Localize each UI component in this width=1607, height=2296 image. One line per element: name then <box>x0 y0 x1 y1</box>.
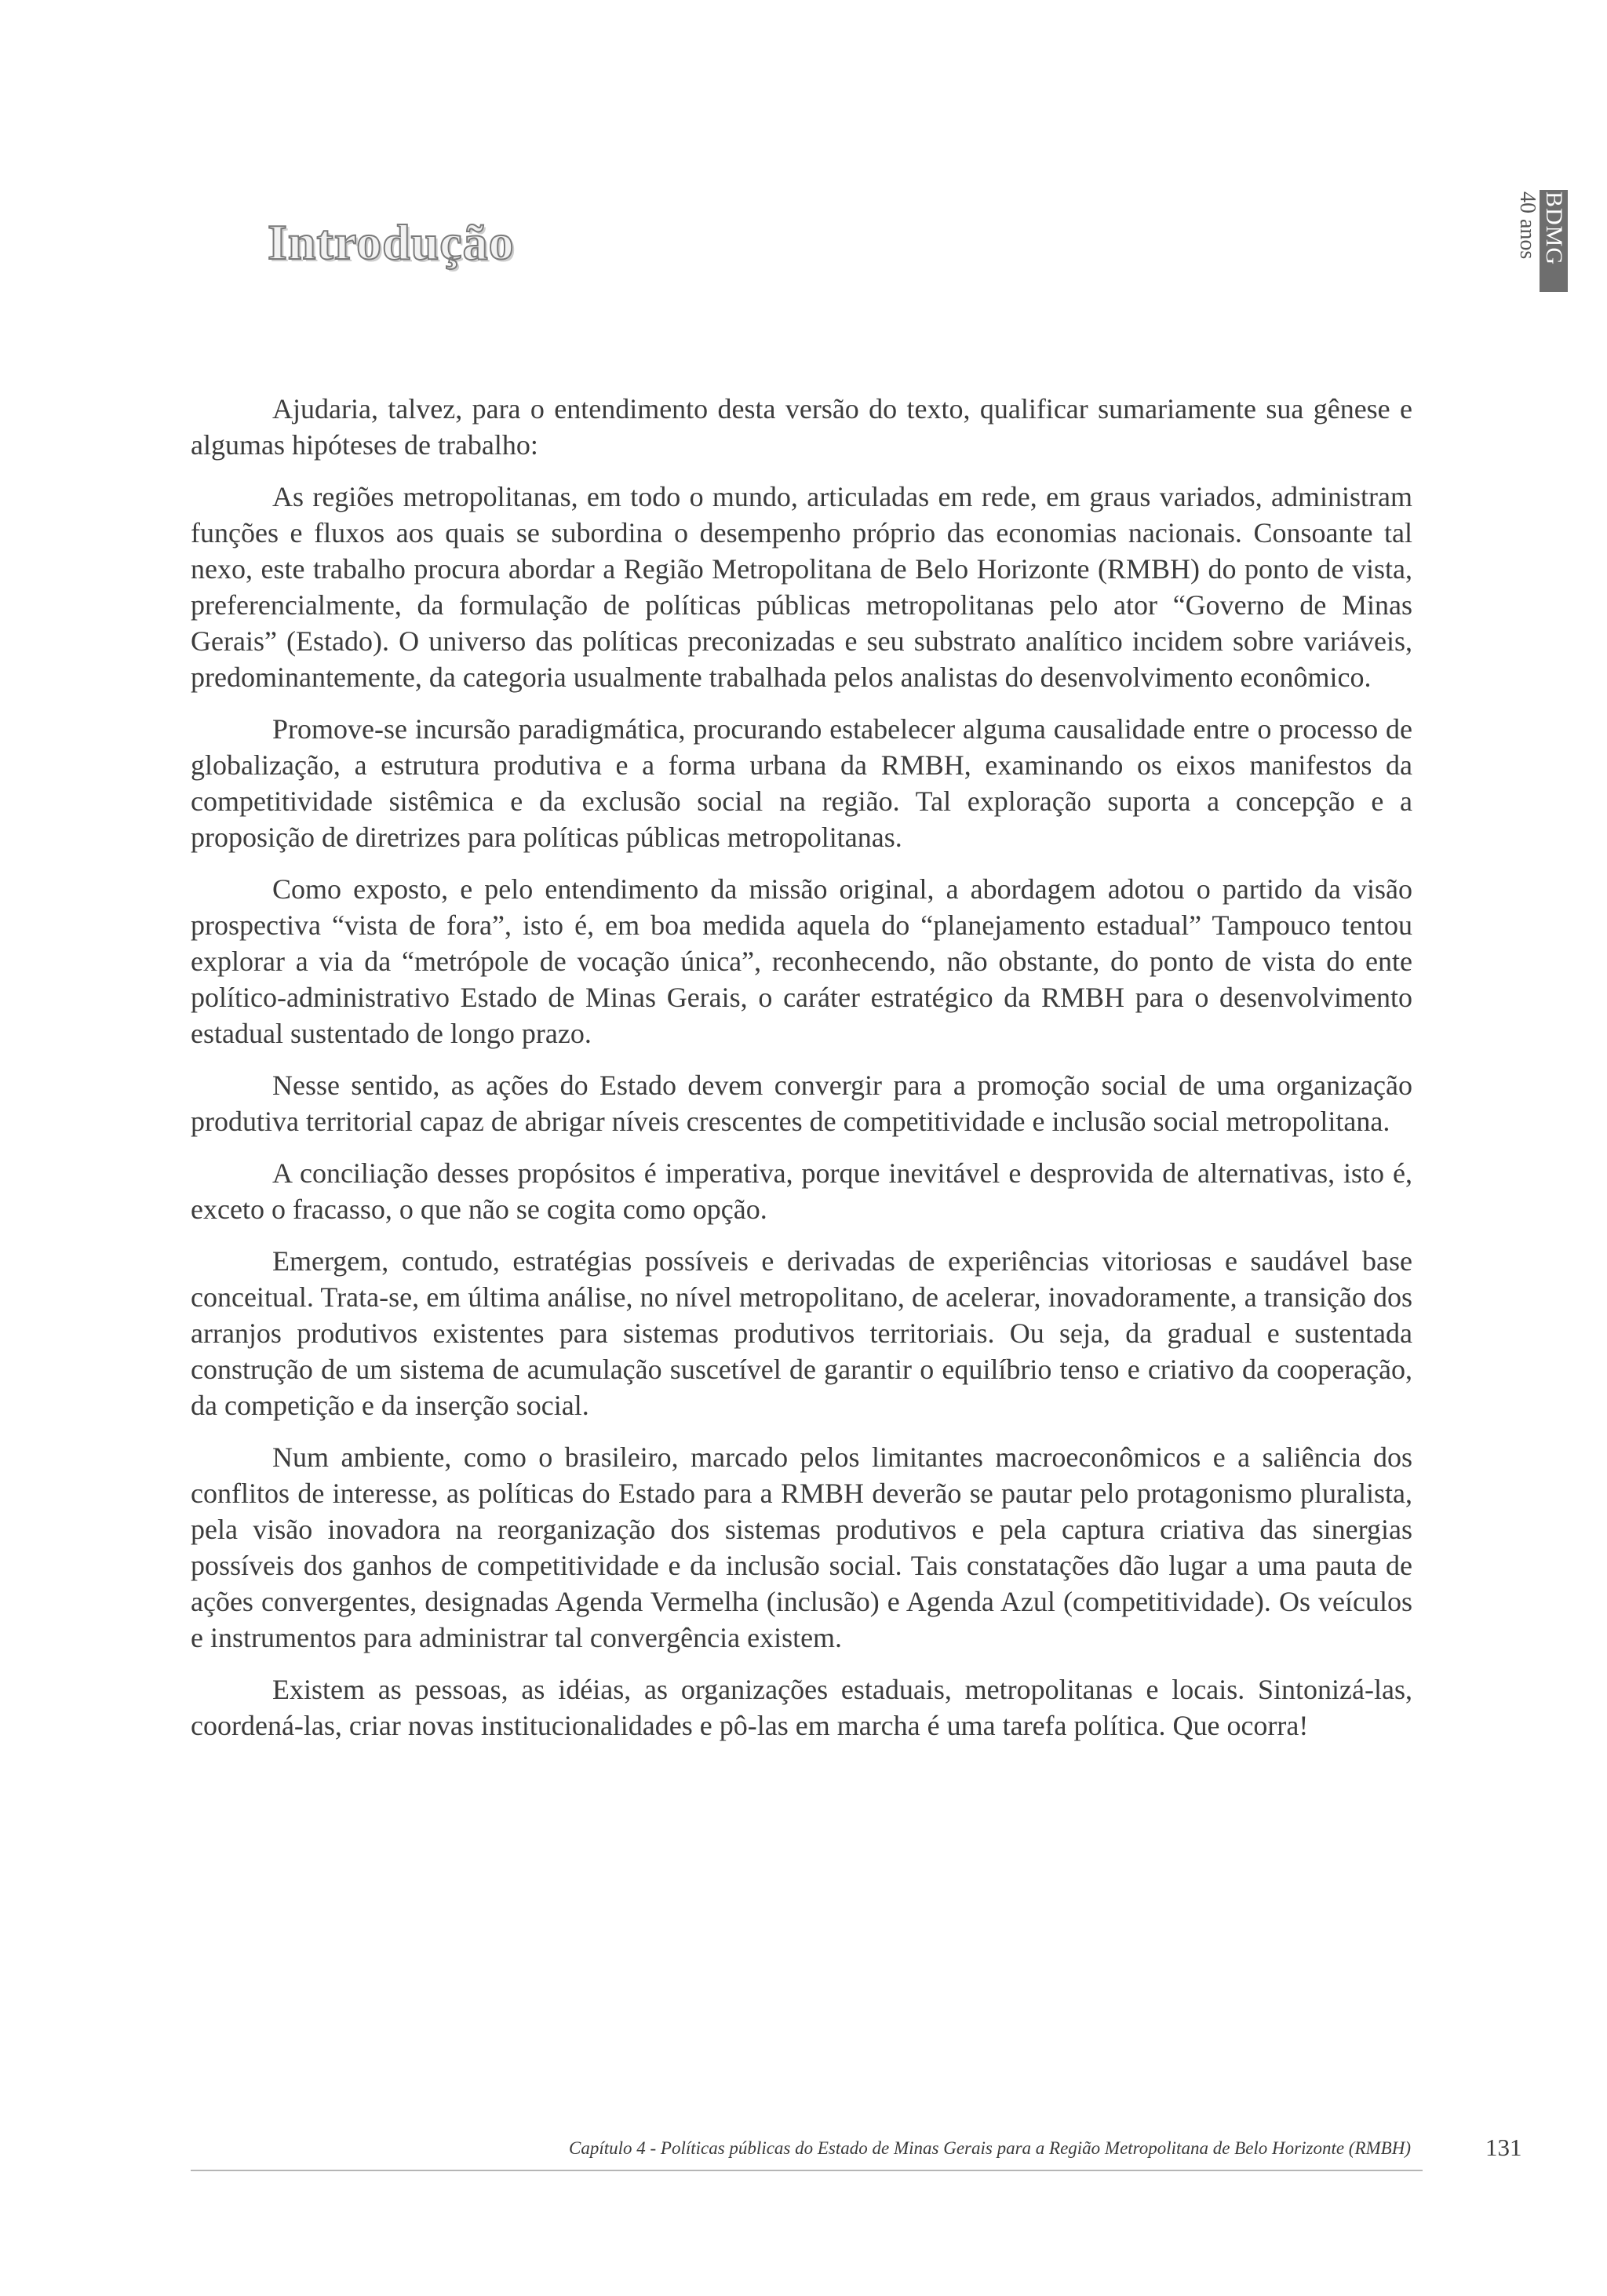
page-title: Introdução <box>268 214 515 270</box>
paragraph: A conciliação desses propósitos é imperativa, porque inevitável e desprovida de alternativas, isto é, exceto o fracasso, o que não se cogita como opção. <box>191 1157 1412 1225</box>
paragraph: Num ambiente, como o brasileiro, marcado pelos limitantes macroeconômicos e a saliência dos conflitos de interesse, as políticas do Estado para a RMBH deverão se pautar pelo protagonismo pluralista, pela visão inovadora na reorganização dos sistemas produtivos e pela captura criativa das sinergias possíveis dos ganhos de competitividade e da inclusão social. Tais constatações dão lugar a uma pauta de ações convergentes, designadas Agenda Vermelha (inclusão) e Agenda Azul (competitividade). Os veículos e instrumentos para administrar tal convergência existem. <box>191 1441 1412 1653</box>
badge-main-label: BDMG <box>1541 191 1567 266</box>
paragraph: Nesse sentido, as ações do Estado devem convergir para a promoção social de uma organização produtiva territorial capaz de abrigar níveis crescentes de competitividade e inclusão social metropolitana. <box>191 1070 1412 1137</box>
chapter-caption: Capítulo 4 - Políticas públicas do Estado de Minas Gerais para a Região Metropolitana de Belo Horizonte (RMBH) <box>568 2138 1411 2158</box>
paragraph: Existem as pessoas, as idéias, as organizações estaduais, metropolitanas e locais. Sintonizá-las, coordená-las, criar novas institucionalidades e pô-las em marcha é uma tarefa política. Que ocorra! <box>191 1674 1412 1741</box>
paragraph: Emergem, contudo, estratégias possíveis e derivadas de experiências vitoriosas e saudável base conceitual. Trata-se, em última análise, no nível metropolitano, de acelerar, inovadoramente, a transição dos arranjos produtivos existentes para sistemas produtivos territoriais. Ou seja, da gradual e sustentada construção de um sistema de acumulação suscetível de garantir o equilíbrio tenso e criativo da cooperação, da competição e da inserção social. <box>191 1245 1412 1421</box>
paragraph: Promove-se incursão paradigmática, procurando estabelecer alguma causalidade entre o processo de globalização, a estrutura produtiva e a forma urbana da RMBH, examinando os eixos manifestos da competitividade sistêmica e da exclusão social na região. Tal exploração suporta a concepção e a proposição de diretrizes para políticas públicas metropolitanas. <box>191 713 1412 853</box>
body-text <box>191 391 1412 1759</box>
page-number: 131 <box>1485 2134 1522 2161</box>
footer-divider <box>191 2170 1423 2171</box>
paragraph: Ajudaria, talvez, para o entendimento desta versão do texto, qualificar sumariamente sua gênese e algumas hipóteses de trabalho: <box>191 393 1412 461</box>
paragraph: Como exposto, e pelo entendimento da missão original, a abordagem adotou o partido da visão prospectiva “vista de fora”, isto é, em boa medida aquela do “planejamento estadual” Tampouco tentou explorar a via da “metrópole de vocação única”, reconhecendo, não obstante, do ponto de vista do ente político-administrativo Estado de Minas Gerais, o caráter estratégico da RMBH para o desenvolvimento estadual sustentado de longo prazo. <box>191 873 1412 1049</box>
paragraph: As regiões metropolitanas, em todo o mundo, articuladas em rede, em graus variados, administram funções e fluxos aos quais se subordina o desempenho próprio das economias nacionais. Consoante tal nexo, este trabalho procura abordar a Região Metropolitana de Belo Horizonte (RMBH) do ponto de vista, preferencialmente, da formulação de políticas públicas metropolitanas pelo ator “Governo de Minas Gerais” (Estado). O universo das políticas preconizadas e seu substrato analítico incidem sobre variáveis, predominantemente, da categoria usualmente trabalhada pelos analistas do desenvolvimento econômico. <box>191 481 1412 693</box>
bdmg-badge <box>1505 190 1568 292</box>
badge-sub-label: 40 anos <box>1515 191 1540 260</box>
